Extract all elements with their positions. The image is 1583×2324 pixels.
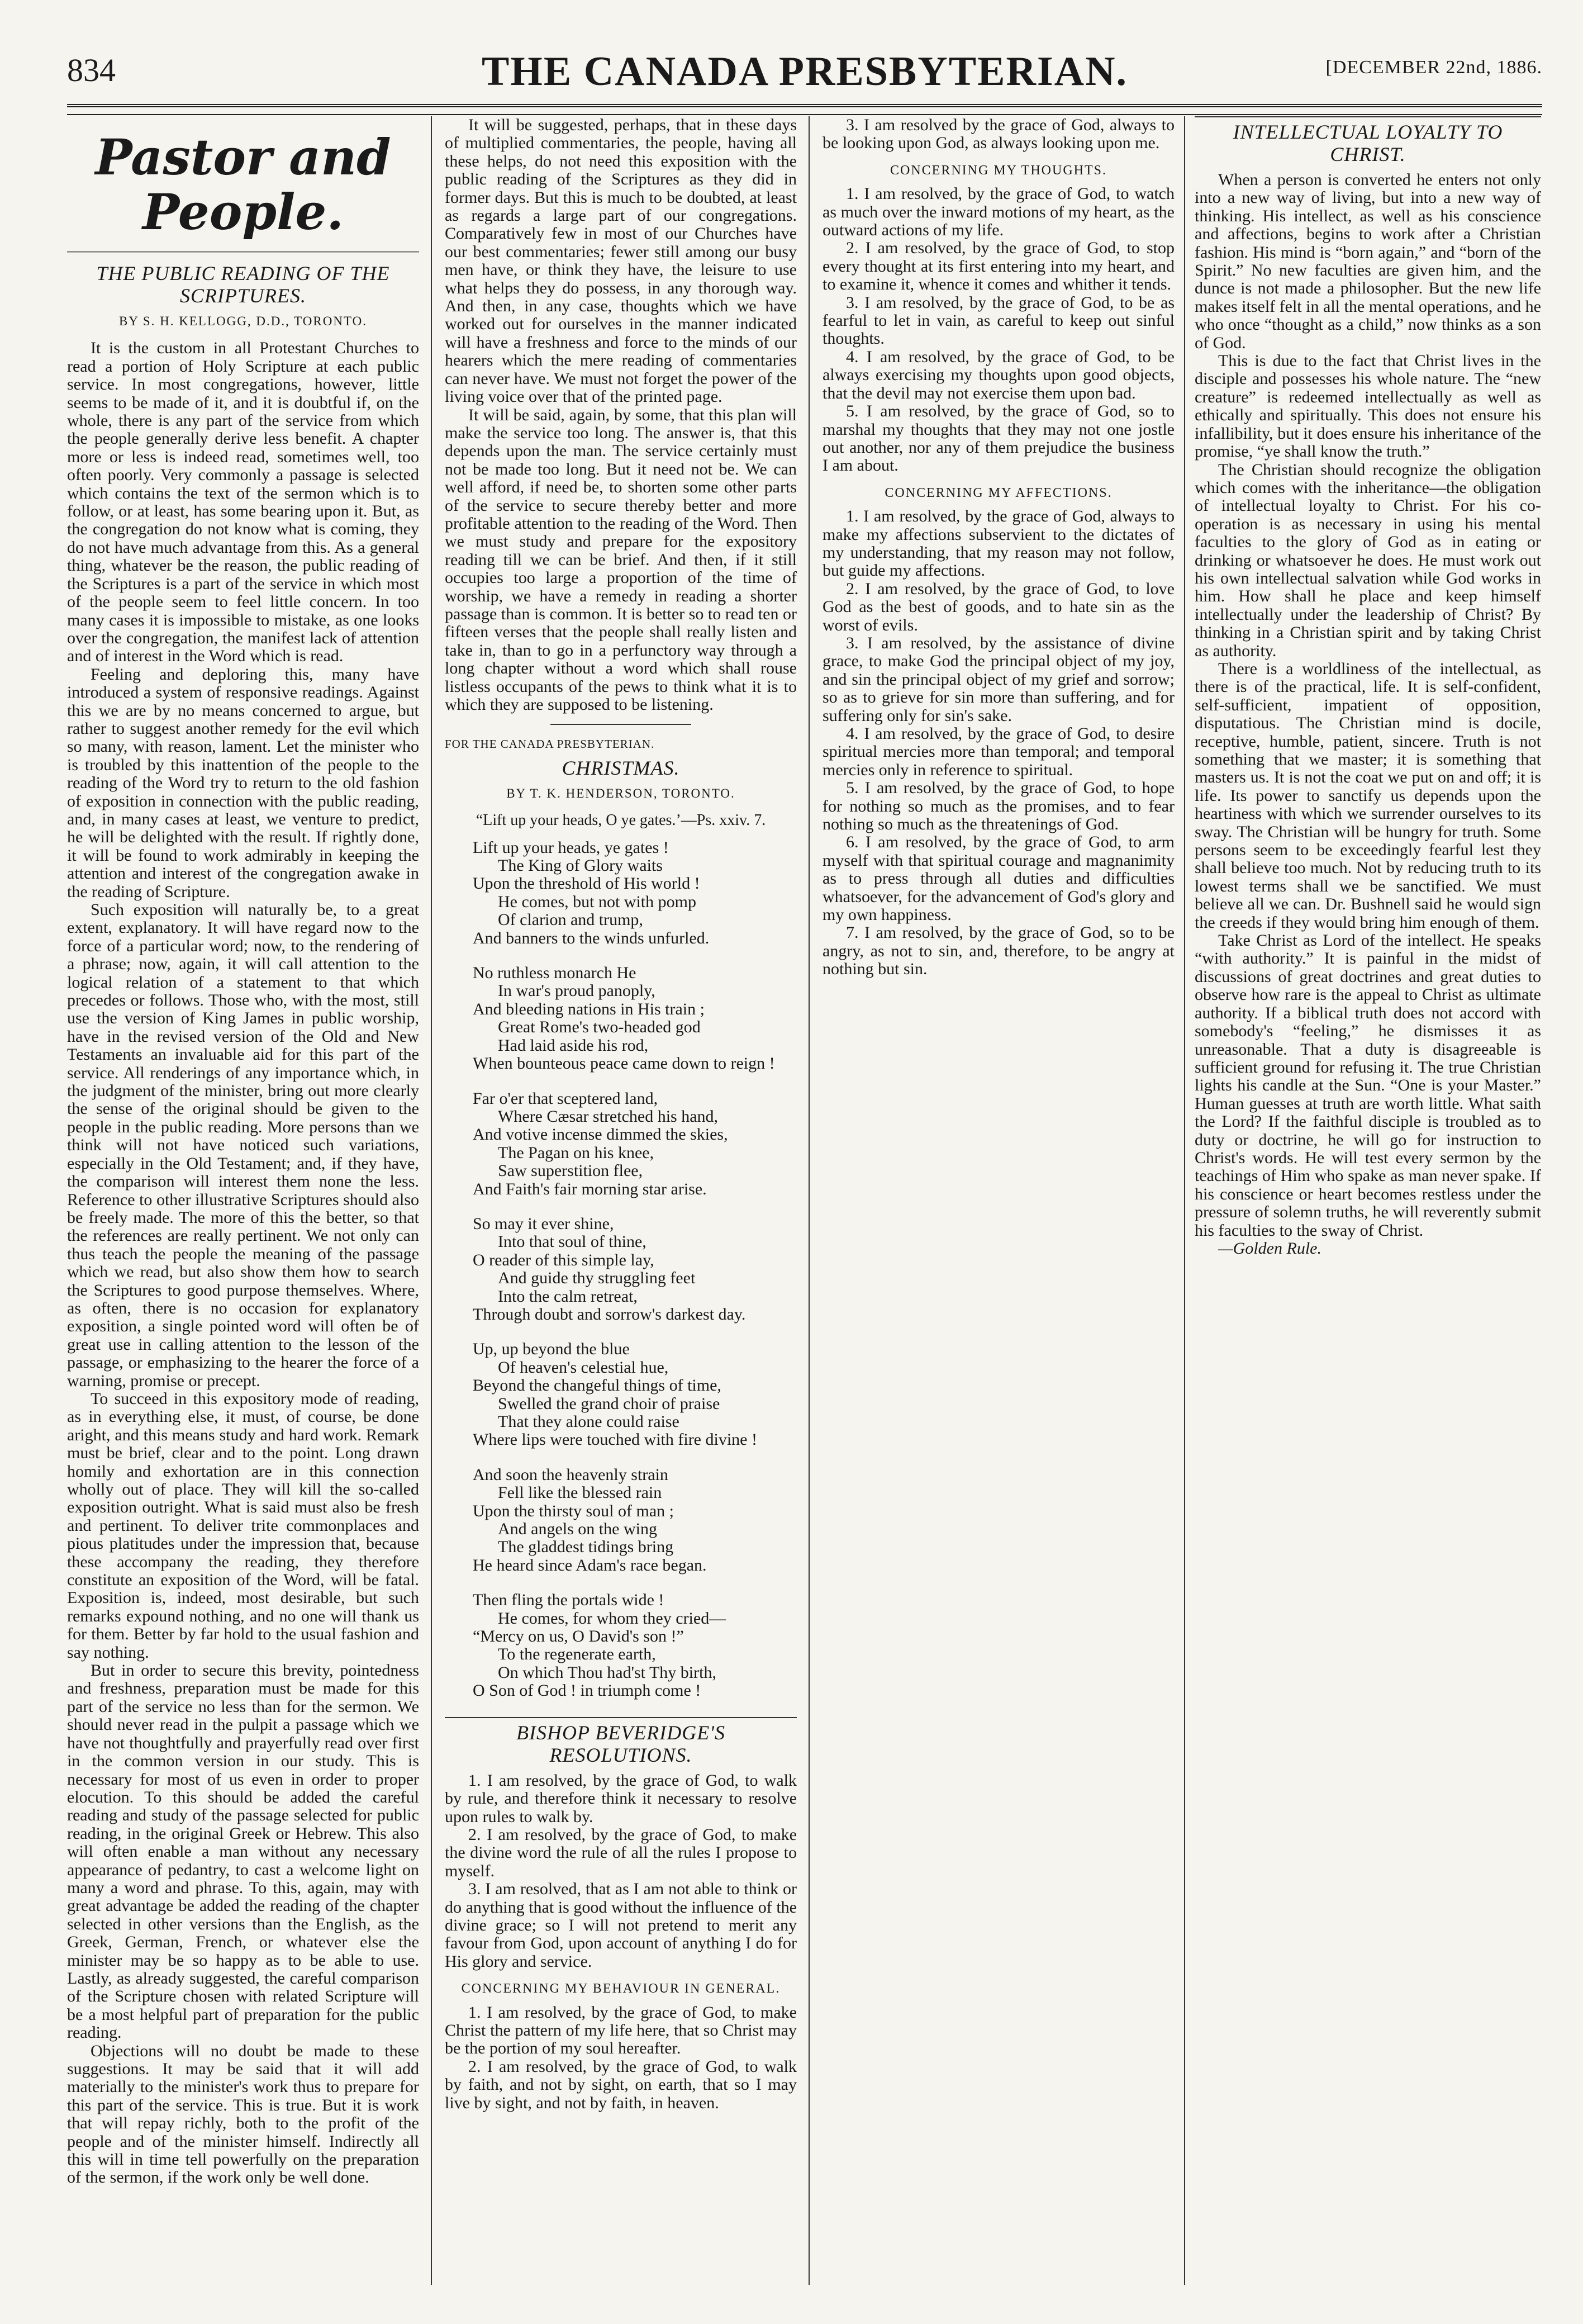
poem-stanza [473,964,797,1073]
resolution: 3. I am resolved, that as I am not able to think or do anything that is good without the influence of the divine grace; so I will not pretend to merit any favour from God, upon account of anything I do for His glory and service. [445,1880,797,1971]
paragraph: There is a worldliness of the intellectual, as there is of the practical, life. It is self-confident, self-sufficient, impatient of opposition, disputatious. The Christian mind is docile, receptive, humble, patient, sincere. Truth is not something that we master; it is something that masters us. It is not the coat we put on and off; it is life. Its power to sanctify us depends upon the heartiness with which we surrender ourselves to its sway. The Christian will be hungry for truth. Some persons seem to be exceedingly fearful lest they shall believe too much. Not by reducing truth to its lowest terms shall we be sanctified. We must believe all we can. Dr. Bushnell said he would sign the creeds if they would bring him enough of them. [1195,659,1541,932]
poem-line: So may it ever shine, [473,1214,614,1233]
poem-stanza [473,1591,797,1700]
poem-line: The Pagan on his knee, [498,1143,654,1162]
poem-line: He heard since Adam's race began. [473,1555,707,1574]
poem-line: And soon the heavenly strain [473,1465,668,1484]
resolution: 2. I am resolved, by the grace of God, to walk by faith, and not by sight, on earth, that so I may live by sight, and not by faith, in heaven. [445,2057,797,2112]
poem-line: And bleeding nations in His train ; [473,999,705,1018]
resolution: 7. I am resolved, by the grace of God, so to be angry, as not to sin, and, therefore, to be angry at nothing but sin. [823,923,1175,979]
poem-line: He comes, but not with pomp [498,892,696,911]
resolution: 1. I am resolved, by the grace of God, to make Christ the pattern of my life here, that so Christ may be the portion of my soul hereafter. [445,2003,797,2058]
section-heading: CONCERNING MY BEHAVIOUR IN GENERAL. [461,1981,781,1996]
poem-line: Then fling the portals wide ! [473,1591,664,1610]
poem-line: Upon the thirsty soul of man ; [473,1501,674,1520]
poem-line: When bounteous peace came down to reign ! [473,1054,775,1073]
paragraph: When a person is converted he enters not only into a new way of living, but into a new way of thinking. His intellect, as well as his conscience and affections, begins to work after a Christian fashion. His mind is “born again,” and “born of the Spirit.” No new faculties are given him, and the dunce is not made a philosopher. But the new life makes itself felt in all the mental operations, and he who once “thought as a child,” now thinks as a son of God. [1195,170,1541,352]
article-title: THE PUBLIC READING OF THE SCRIPTURES. [96,262,390,307]
resolution: 2. I am resolved, by the grace of God, to love God as the best of goods, and to hate sin as the worst of evils. [823,579,1175,634]
column-4 [1195,116,1541,2290]
poem-line: Into the calm retreat, [498,1287,638,1306]
resolution: 5. I am resolved, by the grace of God, to hope for nothing so much as the promises, and to fear nothing so much as the threatenings of God. [823,779,1175,834]
poem-line: And angels on the wing [498,1520,657,1539]
paragraph: It will be said, again, by some, that this plan will make the service too long. The answer is, that this depends upon the man. The service certainly must not be made too long. But it need not be. We can well afford, if need be, to shorten some other parts of the service to secure thereby better and more profitable attention to the reading of the Word. Then we must study and prepare for the expository reading till we can be brief. And then, if it still occupies too large a proportion of the time of worship, we have a remedy in reading a shorter passage than is common. It is better so to read ten or fifteen verses that the people shall really listen and take in, than to go in a perfunctory way through a long chapter without a word which shall rouse listless occupants of the pews to think what it is to which they are supposed to be listening. [445,405,797,714]
poem-line: Swelled the grand choir of praise [498,1394,720,1413]
poem-line: In war's proud panoply, [498,981,655,1000]
poem-line: Saw superstition flee, [498,1161,643,1180]
paragraph: The Christian should recognize the obligation which comes with the inheritance—the obligation of intellectual loyalty to Christ. For his co-operation is as necessary in using his mental faculties to the glory of God as in eating or drinking or whatsoever he does. He must work out his own intellectual salvation while God works in him. How shall he place and keep himself intellectually under the leadership of Christ? By thinking in a Christian spirit and by taking Christ as authority. [1195,460,1541,660]
divider [1195,116,1541,117]
issue-date: [DECEMBER 22nd, 1886. [1325,57,1542,78]
divider [550,724,691,725]
paragraph: But in order to secure this brevity, pointedness and freshness, preparation must be made for this part of the service no less than for the sermon. We should never read in the pulpit a passage which we have not thoughtfully and prayerfully read over first in the common version in our study. This is necessary for most of us even in order to proper elocution. To this should be added the careful reading and study of the passage selected for public reading, in the original Greek or Hebrew. This also will often enable a man without any necessary appearance of pedantry, to cast a welcome light on many a word and phrase. To this, again, may with great advantage be added the reading of the chapter selected in other versions than the English, as the Greek, German, French, or whatever else the minister may be so happy as to be able to use. Lastly, as already suggested, the careful comparison of the Scripture chosen with related Scripture will be a most helpful part of preparation for the public reading. [67,1661,419,2042]
poem-line: Far o'er that sceptered land, [473,1089,658,1108]
department-heading: Pastor and People. [95,128,391,241]
paragraph: It will be suggested, perhaps, that in these days of multiplied commentaries, the people, having all these helps, do not need this exposition with the public reading of the Scriptures as they did in former days. But this is much to be doubted, at least as regards a large part of our congregations. Comparatively few in most of our Churches have our best commentaries; fewer still among our busy men have, or think they have, the leisure to use what helps they do possess, in any thorough way. And then, in any case, thoughts which we have worked out for ourselves in the manner indicated will have a freshness and force to the minds of our hearers which the mere reading of commentaries can never have. We must not forget the power of the living voice over that of the printed page. [445,116,797,406]
poem-stanza [473,1215,797,1324]
article-source: —Golden Rule. [1218,1239,1321,1258]
poem-line: Great Rome's two-headed god [498,1018,701,1037]
section-heading: CONCERNING MY AFFECTIONS. [885,485,1113,500]
poem-line: Beyond the changeful things of time, [473,1376,721,1395]
resolution: 1. I am resolved, by the grace of God, to walk by rule, and therefore think it necessary to resolve upon rules to walk by. [445,1771,797,1826]
resolution: 2. I am resolved, by the grace of God, to make the divine word the rule of all the rules I propose to myself. [445,1825,797,1880]
page-number: 834 [67,52,116,88]
poem-line: And Faith's fair morning star arise. [473,1179,707,1198]
article-byline: BY S. H. KELLOGG, D.D., TORONTO. [119,314,367,328]
poem-line: No ruthless monarch He [473,964,636,983]
resolution: 3. I am resolved by the grace of God, always to be looking upon God, as always looking upon me. [823,116,1175,153]
poem-line: Up, up beyond the blue [473,1340,630,1359]
resolution: 1. I am resolved, by the grace of God, to watch as much over the inward motions of my heart, as the outward actions of my life. [823,184,1175,240]
column-1 [67,116,419,2290]
poem-line: Of heaven's celestial hue, [498,1358,669,1377]
poem-epigraph: “Lift up your heads, O ye gates.’—Ps. xxiv. 7. [476,812,766,829]
poem-line: And guide thy struggling feet [498,1269,696,1288]
resolution: 3. I am resolved, by the grace of God, to be as fearful to let in vain, as careful to keep out sinful thoughts. [823,293,1175,348]
paragraph: Feeling and deploring this, many have introduced a system of responsive readings. Against this we are by no means concerned to argue, but rather to suggest another remedy for the evil which so many, with reason, lament. Let the minister who is troubled by this inattention of the people to the reading of the Word try to return to the old fashion of exposition in connection with the public reading, and, in many cases at least, we venture to predict, he will be delighted with the result. If rightly done, it will be found to work admirably in keeping the attention and interest of the congregation awake in the reading of Scripture. [67,665,419,901]
resolution: 4. I am resolved, by the grace of God, to be always exercising my thoughts upon good objects, that the devil may not exercise them upon bad. [823,347,1175,402]
poem-line: He comes, for whom they cried— [498,1609,726,1628]
poem-line: Where lips were touched with fire divine ! [473,1430,757,1449]
column-3 [823,116,1175,2290]
masthead-rule [67,104,1542,107]
poem-line: The King of Glory waits [498,856,663,875]
poem-stanza [473,839,797,947]
poem-line: Upon the threshold of His world ! [473,874,700,893]
resolution: 5. I am resolved, by the grace of God, so to marshal my thoughts that they may not one jostle out another, nor any of them prejudice the business I am about. [823,402,1175,475]
resolution: 1. I am resolved, by the grace of God, always to make my affections subservient to the dictates of my understanding, that my reason may not follow, but guide my affections. [823,507,1175,580]
poem-byline: BY T. K. HENDERSON, TORONTO. [506,786,735,800]
article-title: BISHOP BEVERIDGE'S RESOLUTIONS. [516,1721,725,1766]
paragraph: It is the custom in all Protestant Churches to read a portion of Holy Scripture at each public service. In most congregations, however, little seems to be made of it, and it is doubtful if, on the whole, there is any part of the service from which the people generally derive less benefit. A chapter more or less is indeed read, sometimes well, too often poorly. Very commonly a passage is selected which contains the text of the sermon which is to follow, or at least, has some bearing upon it. But, as the congregation do not know what is coming, they do not have much advantage from this. As a general thing, whatever be the reason, the public reading of the Scriptures is a part of the service in which most of the people seem to feel little concern. In too many cases it is impossible to mistake, as one looks over the congregation, the manifest lack of attention and of interest in the Word which is read. [67,339,419,666]
poem-line: On which Thou had'st Thy birth, [498,1663,716,1682]
poem-line: Through doubt and sorrow's darkest day. [473,1305,746,1324]
resolution: 2. I am resolved, by the grace of God, to stop every thought at its first entering into my heart, and to examine it, whence it comes and whither it tends. [823,239,1175,294]
poem-line: “Mercy on us, O David's son !” [473,1627,684,1646]
poem-line: Where Cæsar stretched his hand, [498,1107,719,1126]
newspaper-page [67,22,1542,2297]
masthead-rule-thin [67,114,1542,115]
poem-for-line: FOR THE CANADA PRESBYTERIAN. [445,737,655,751]
paragraph: Objections will no doubt be made to these suggestions. It may be said that it will add materially to the minister's work thus to prepare for this part of the service. This is true. But it is work that will repay richly, both to the profit of the people and of the minister himself. Indirectly all this will in time tell powerfully on the preparation of the sermon, if the work only be well done. [67,2041,419,2187]
paragraph: To succeed in this expository mode of reading, as in everything else, it must, of course, be done aright, and this means study and hard work. Remark must be brief, clear and to the point. Long drawn homily and exhortation are in this connection wholly out of place. They will kill the so-called exposition outright. What is said must also be fresh and pertinent. To deliver trite commonplaces and pious platitudes under the impression that, because these accompany the reading, they therefore constitute an exposition of the Word, will be fatal. Exposition is, indeed, most desirable, but such remarks expound nothing, and no one will thank us for them. Better by far hold to the usual fashion and say nothing. [67,1389,419,1662]
poem-stanza [473,1466,797,1574]
article-columns [67,116,1542,2290]
paragraph: Take Christ as Lord of the intellect. He speaks “with authority.” It is painful in the midst of discussions of great doctrines and great duties to observe how rare is the appeal to Christ as ultimate authority. If a biblical truth does not accord with somebody's “feeling,” he dismisses it as unreasonable. That a duty is disagreeable is sufficient ground for refusing it. The true Christian lights his candle at the Sun. “One is your Master.” Human guesses at truth are worth little. What saith the Lord? If the faithful disciple is troubled as to duty or doctrine, he will go for instruction to Christ's words. He will test every sermon by the teachings of Him who spake as man never spake. If his conscience or heart becomes restless under the pressure of solemn truths, he will reverently submit his faculties to the sway of Christ. [1195,931,1541,1240]
resolution: 3. I am resolved, by the assistance of divine grace, to make God the principal object of my joy, and sin the principal object of my grief and sorrow; so as to grieve for sin more than suffering, and for suffering only for sin's sake. [823,633,1175,725]
section-heading: CONCERNING MY THOUGHTS. [890,163,1107,178]
poem-line: And banners to the winds unfurled. [473,928,710,947]
poem-title: CHRISTMAS. [562,756,680,779]
poem-stanza [473,1340,797,1449]
paper-title: THE CANADA PRESBYTERIAN. [481,49,1128,94]
resolution: 4. I am resolved, by the grace of God, to desire spiritual mercies more than temporal; and temporal mercies only in reference to spiritual. [823,724,1175,779]
poem-line: The gladdest tidings bring [498,1538,674,1557]
masthead [67,32,1542,99]
poem-body [445,839,797,1700]
poem-stanza [473,1090,797,1198]
poem-line: And votive incense dimmed the skies, [473,1125,728,1144]
poem-line: O Son of God ! in triumph come ! [473,1681,701,1700]
poem-line: O reader of this simple lay, [473,1250,654,1269]
poem-line: That they alone could raise [498,1412,679,1431]
poem-line: Fell like the blessed rain [498,1483,662,1502]
paragraph: This is due to the fact that Christ lives in the disciple and possesses his whole nature. The “new creature” is redeemed intellectually as well as ethically and spiritually. This does not ensure his infallibility, but it does ensure his inheritance of the promise, “ye shall know the truth.” [1195,352,1541,461]
paragraph: Such exposition will naturally be, to a great extent, explanatory. It will have regard now to the force of a particular word; now, to the rendering of a phrase; now, again, it will call attention to the logical relation of a statement to that which precedes or follows. Those who, with the most, still use the version of King James in public worship, have in the revised version of the Old and New Testaments an invaluable aid for this part of the service. All renderings of any importance which, in the judgment of the minister, bring out more clearly the sense of the original should be given to the people in the public reading. More persons than we think will not have noticed such variations, especially in the Old Testament; and, if they have, the comparison will interest them none the less. Reference to other illustrative Scriptures should also be freely made. The more of this the better, so that the references are really pertinent. We not only can thus teach the people the meaning of the passage which we read, but also show them how to search the Scriptures to good purpose themselves. Where, as often, there is no occasion for explanatory exposition, a single pointed word will often be of great use in calling attention to the lesson of the passage, or emphasizing to the hearer the force of a warning, promise or precept. [67,900,419,1390]
column-2 [445,116,797,2290]
divider [67,252,419,253]
poem-line: Had laid aside his rod, [498,1036,649,1055]
resolution: 6. I am resolved, by the grace of God, to arm myself with that spiritual courage and magnanimity as to press through all duties and difficulties whatsoever, for the advancement of God's glory and my own happiness. [823,833,1175,924]
poem-line: Lift up your heads, ye gates ! [473,838,669,857]
divider [445,1717,797,1718]
poem-line: Into that soul of thine, [498,1232,646,1251]
poem-line: Of clarion and trump, [498,910,643,929]
poem-line: To the regenerate earth, [498,1645,656,1664]
article-title: INTELLECTUAL LOYALTY TO CHRIST. [1233,121,1503,165]
